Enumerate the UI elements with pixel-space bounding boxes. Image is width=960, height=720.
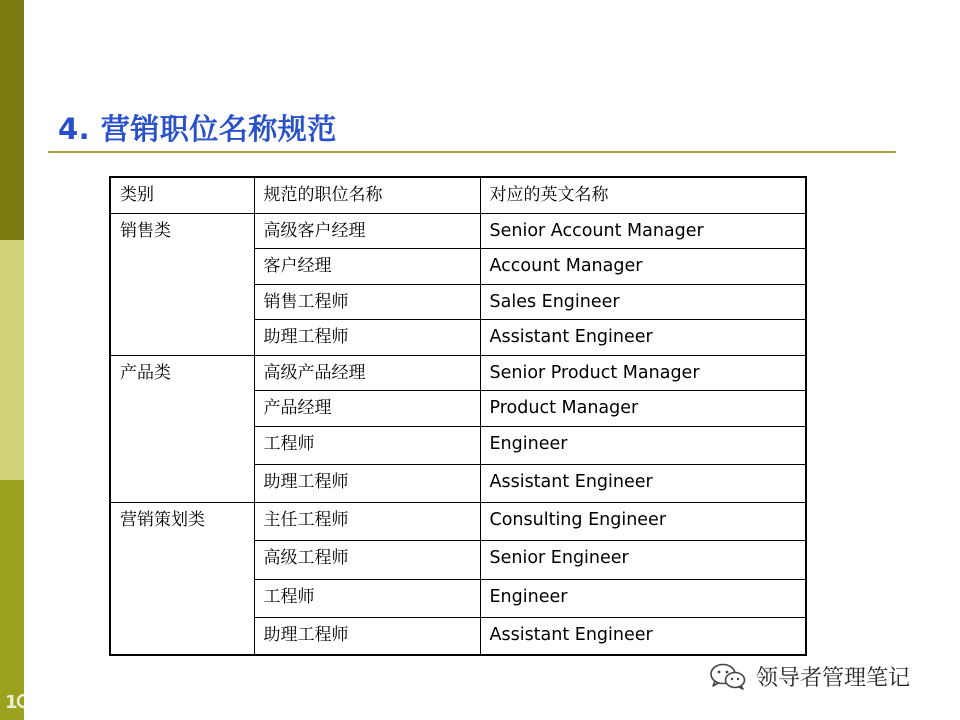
- svg-text:1: 1: [5, 692, 18, 713]
- cn-title-cell: 助理工程师: [254, 464, 480, 502]
- cn-title-cell: 客户经理: [254, 248, 480, 284]
- en-title-cell: Senior Product Manager: [480, 355, 806, 390]
- cn-title-cell: 销售工程师: [254, 284, 480, 319]
- en-title-cell: Account Manager: [480, 248, 806, 284]
- table-row: [110, 502, 806, 540]
- cn-title-cell: 主任工程师: [254, 502, 480, 540]
- header-english-title: 对应的英文名称: [480, 177, 806, 213]
- table-header-row: [110, 177, 806, 213]
- header-category: 类别: [110, 177, 254, 213]
- en-title-cell: Consulting Engineer: [480, 502, 806, 540]
- cn-title-cell: 高级客户经理: [254, 213, 480, 248]
- job-title-table: [109, 176, 807, 656]
- cn-title-cell: 助理工程师: [254, 617, 480, 655]
- left-bar-top: [0, 0, 24, 240]
- cn-title-cell: 高级工程师: [254, 540, 480, 579]
- slide-title: 4. 营销职位名称规范: [58, 112, 337, 146]
- en-title-cell: Engineer: [480, 426, 806, 464]
- en-title-cell: Senior Account Manager: [480, 213, 806, 248]
- table-row: [110, 355, 806, 390]
- cn-title-cell: 高级产品经理: [254, 355, 480, 390]
- logo-icon: [4, 689, 46, 713]
- wechat-icon: [708, 661, 748, 691]
- table-row: [110, 213, 806, 248]
- left-bar-middle: [0, 240, 24, 480]
- wechat-watermark: [708, 658, 910, 694]
- cn-title-cell: 工程师: [254, 426, 480, 464]
- en-title-cell: Assistant Engineer: [480, 617, 806, 655]
- brand-watermark: [4, 686, 124, 716]
- en-title-cell: Assistant Engineer: [480, 319, 806, 355]
- en-title-cell: Assistant Engineer: [480, 464, 806, 502]
- cn-title-cell: 助理工程师: [254, 319, 480, 355]
- category-cell: 产品类: [110, 355, 254, 502]
- en-title-cell: Senior Engineer: [480, 540, 806, 579]
- en-title-cell: Engineer: [480, 579, 806, 617]
- category-cell: 营销策划类: [110, 502, 254, 655]
- en-title-cell: Product Manager: [480, 390, 806, 426]
- cn-title-cell: 产品经理: [254, 390, 480, 426]
- title-underline: [48, 151, 896, 153]
- header-standard-title: 规范的职位名称: [254, 177, 480, 213]
- category-cell: 销售类: [110, 213, 254, 355]
- left-bar-bottom: [0, 480, 24, 720]
- en-title-cell: Sales Engineer: [480, 284, 806, 319]
- watermark-left-text: 大数跨境: [48, 691, 125, 714]
- watermark-right-text: 领导者管理笔记: [756, 665, 911, 691]
- cn-title-cell: 工程师: [254, 579, 480, 617]
